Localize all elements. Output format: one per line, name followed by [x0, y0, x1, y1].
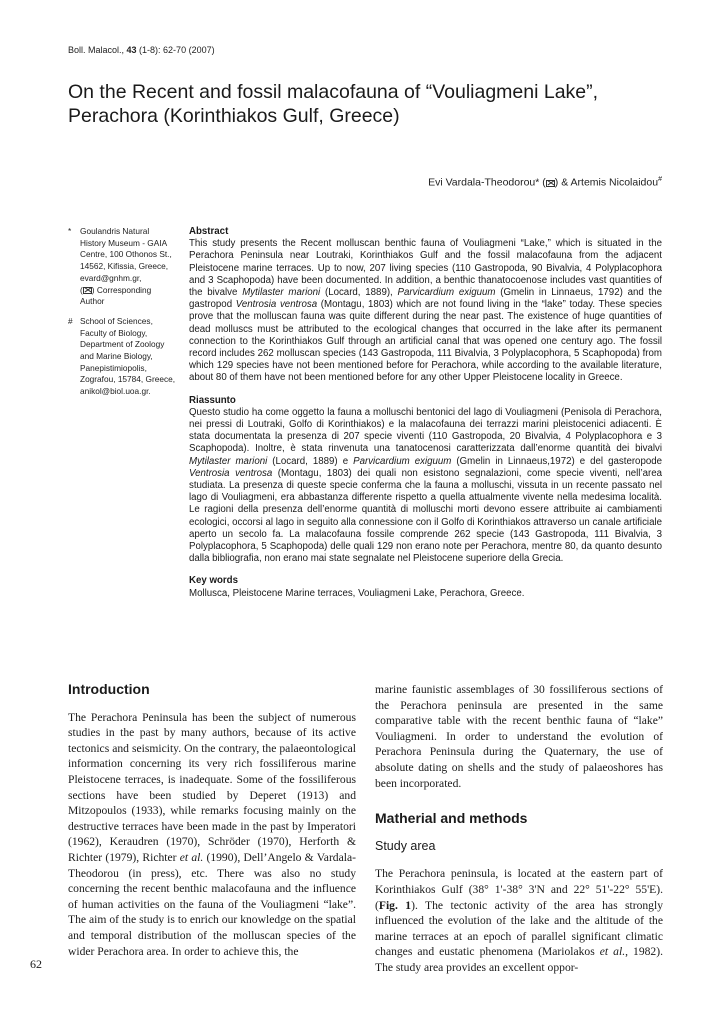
title-line-1: On the Recent and fossil malacofauna of “Vouliagmeni Lake”,: [68, 81, 599, 103]
introduction-heading: Introduction: [68, 681, 150, 697]
envelope-icon: [83, 287, 92, 294]
affiliation-1-text: Goulandris Natural History Museum - GAIA Centre, 100 Othonos St., 14562, Kifissia, Greece, evard@gnhm.gr,: [80, 226, 172, 283]
abstract-text: This study presents the Recent molluscan benthic fauna of Vouliagmeni “Lake,” which is situated in the Perachora Peninsula near Loutraki, Korinthiakos Gulf and the fossil malacofauna from the adjacent Pleistocene marine terraces. Up to now, 207 living species (110 Gastropoda, 90 Bivalvia, 4 Polyplacophora and 3 Scaphopoda) have been documented. In addition, a benthic thanatocoenose includes vast quantities of the bivalve Mytilaster marioni (Locard, 1889), Parvicardium exiguum (Gmelin in Linnaeus, 1792) and the gastropod Ventrosia ventrosa (Montagu, 1803) which are not found living in the “lake” today. These species prove that the molluscan fauna was quite different during the near past. The existence of huge quantities of dead molluscs must be attributed to the ecological changes that occurred in the lake after its permanent connection to the Korinthiakos Gulf through an artificial canal that was opened one century ago. The fossil record includes 262 molluscan species (143 Gastropoda, 111 Bivalvia, 3 Polyplacophora, 5 Scaphopoda) from which 129 species have not been mentioned before for Perachora, while according to the available literature, about 80 of them have not been mentioned before for any other Upper Pleistocene locality in Greece.: [189, 238, 663, 384]
species-name: Ventrosia ventrosa: [235, 299, 318, 311]
riassunto-section: [189, 395, 662, 566]
figure-reference[interactable]: Fig. 1: [378, 898, 412, 912]
affiliation-2-mark: #: [68, 315, 73, 326]
author-2-mark: #: [658, 176, 662, 183]
species-name: Mytilaster marioni: [189, 455, 268, 467]
title-line-2: Perachora (Korinthiakos Gulf, Greece): [68, 105, 400, 127]
affiliation-1-mark: *: [68, 226, 72, 236]
species-name: Ventrosia ventrosa: [189, 467, 273, 479]
affiliations-sidebar: [68, 226, 176, 406]
volume-number: 43: [126, 45, 137, 55]
abstract-column: [189, 226, 662, 610]
author-2: Artemis Nicolaidou: [570, 176, 659, 189]
right-column: [375, 682, 663, 976]
affiliation-1: [68, 226, 176, 308]
introduction-text: The Perachora Peninsula has been the subject of numerous studies in the past by many authors, because of its active tectonics and seismicity. On the contrary, the palaeontological information concerning its very rich fossiliferous marine Pleistocene terraces, is inadequate. Some of the fossiliferous sections have been studied by Deperet (1913) and Mitzopoulos (1933), while remarks focusing mainly on the destructive terraces have been made in the past by Imperatori (1962), Keraudren (1970), Schröder (1970), Herforth & Richter (1979), Richter et al. (1990), Dell’Angelo & Vardala-Theodorou (in press), etc. There was also no study concerning the recent benthic malacofauna and the influence of human activities on the fauna of the Vouliagmeni “lake”. The aim of the study is to enrich our knowledge on the spatial and temporal distribution of the molluscan species of the wider Perachora area. In order to achieve this, the: [68, 710, 356, 958]
envelope-icon: [546, 180, 555, 187]
species-name: Mytilaster marioni: [242, 287, 321, 299]
paren-open: (: [539, 176, 546, 189]
study-area-subheading: Study area: [375, 838, 436, 853]
species-name: Parvicardium exiguum: [397, 287, 496, 299]
left-column: [68, 682, 356, 959]
abstract-section: [189, 226, 662, 385]
introduction-continued: marine faunistic assemblages of 30 fossiliferous sections of the Perachora peninsula are presented in the same comparative table with the recent benthic fauna of “lake” Vouliagmeni. In order to understand the evolution of Perachora Peninsula during the Quaternary, the use of absolute dating on shells and the study of palaeoshores has been incorporated.: [375, 683, 663, 790]
riassunto-heading: Riassunto: [189, 394, 236, 406]
species-name: Parvicardium exiguum: [353, 455, 452, 467]
abstract-heading: Abstract: [189, 226, 229, 237]
riassunto-text: Questo studio ha come oggetto la fauna a molluschi bentonici del lago di Vouliagmeni (Penisola di Perachora, nei pressi di Loutraki, Golfo di Korinthiakos) e la malacofauna dei terrazzi marini pleistocenici adiacenti. È stata documentata la presenza di 207 specie viventi (110 Gastropoda, 20 Bivalvia, 4 Polyplacophora e 3 Scaphopoda). Inoltre, è stata rinvenuta una tanatocenosi caratterizzata dall’enorme quantità dei bivalvi Mytilaster marioni (Locard, 1889) e Parvicardium exiguum (Gmelin in Linnaeus,1972) e del gasteropode Ventrosia ventrosa (Montagu, 1803) dei quali non esistono segnalazioni, come specie viventi, nell’area studiata. La presenza di queste specie conferma che la fauna a molluschi, vissuta in un recente passato nel lago di Vouliagmeni, era abbastanza differente rispetto a quella attualmente vivente nella medesima località. Le ragioni della presenza dell’enorme quantità di molluschi morti devono essere attribuite ai cambiamenti ecologici, occorsi al lago in seguito alla connessione con il Golfo di Korinthiakos attraverso un canale artificiale aperto un secolo fa. La malacofauna fossile comprende 262 specie (143 Gastropoda, 111 Bivalvia, 3 Polyplacophora, 5 Scaphopoda) delle quali 129 non erano note per Perachora, mentre 80, da quanto desunto dalla bibliografia, non erano mai state segnalate nel Pleistocene superiore della Grecia.: [189, 406, 663, 565]
corr-open: (: [80, 284, 83, 295]
corresponding-author-label: ) Corresponding Author: [80, 284, 152, 307]
issue-pages-year: (1-8): 62-70 (2007): [136, 45, 215, 55]
keywords-text: Mollusca, Pleistocene Marine terraces, Vouliagmeni Lake, Perachora, Greece.: [189, 587, 525, 599]
paren-close-and: ) &: [554, 176, 571, 189]
journal-name: Boll. Malacol.,: [68, 45, 127, 55]
methods-heading: Matherial and methods: [375, 810, 528, 827]
author-line: [428, 176, 662, 189]
author-1: Evi Vardala-Theodorou*: [428, 176, 540, 189]
affiliation-2: [68, 316, 176, 398]
affiliation-2-text: School of Sciences, Faculty of Biology, Department of Zoology and Marine Biology, Panepistimiopolis, Zografou, 15784, Greece, anikol@biol.uoa.gr.: [80, 315, 176, 397]
page-number: 62: [30, 957, 42, 971]
running-head: [68, 45, 215, 55]
study-area-text: The Perachora peninsula, is located at the eastern part of Korinthiakos Gulf (38° 1'-38° 3'N and 22° 51'-22° 55'E). (Fig. 1). The tectonic activity of the area has strongly influenced the evolution of the lake and the altitude of the marine terraces at an epoch of parallel significant climatic changes and eustatic phenomena (Mariolakos et al., 1982). The study area provides an excellent oppor-: [375, 867, 663, 974]
keywords-section: [189, 575, 662, 599]
article-title: [68, 80, 678, 128]
keywords-heading: Key words: [189, 575, 238, 587]
